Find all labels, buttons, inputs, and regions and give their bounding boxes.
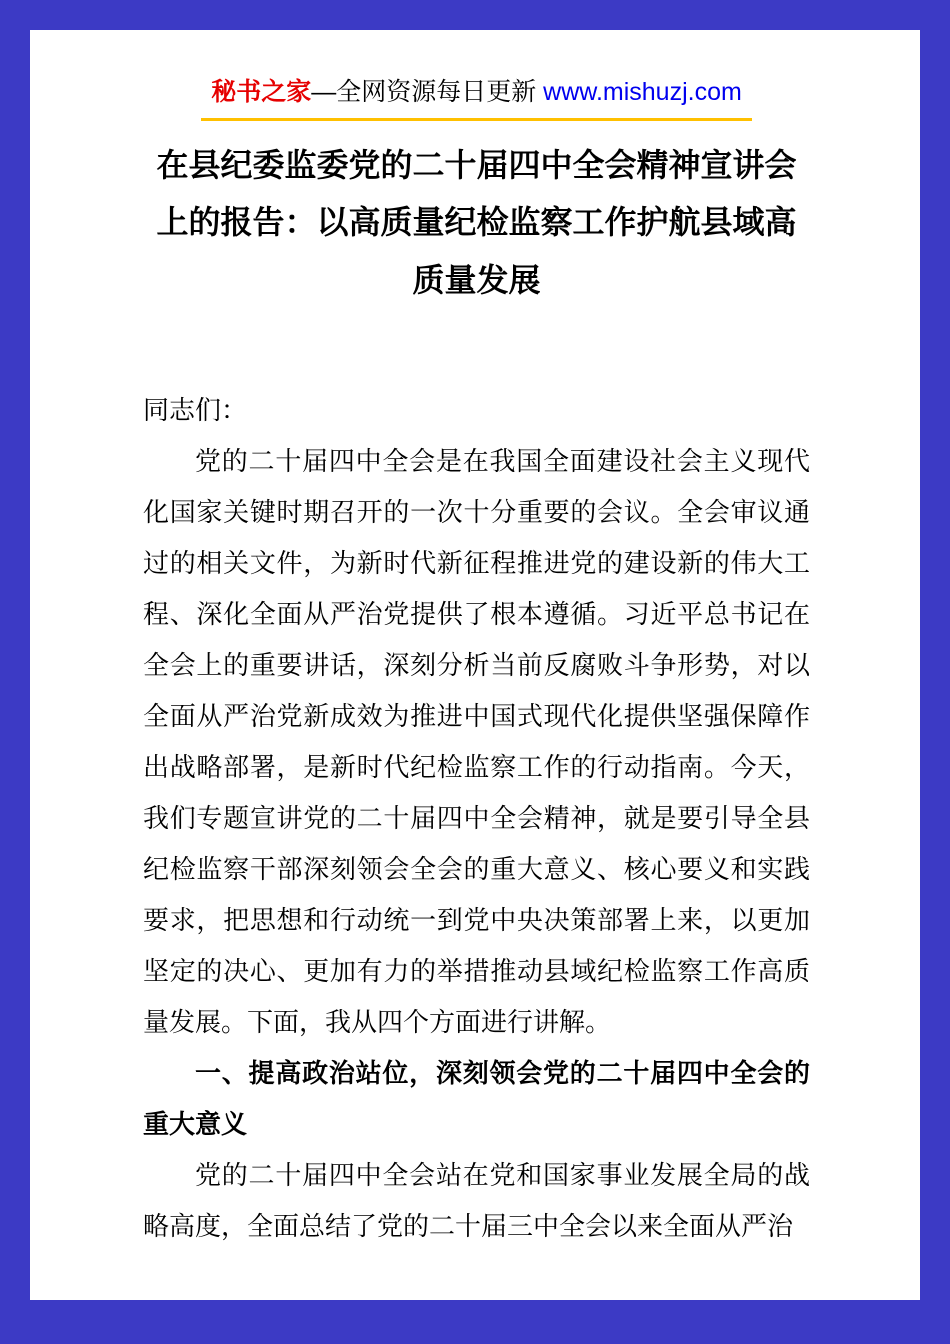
section-heading: 一、提高政治站位，深刻领会党的二十届四中全会的重大意义 [143,1058,810,1140]
salutation: 同志们： [143,395,248,426]
site-brand: 秘书之家 [211,79,312,106]
document-title: 在县纪委监委党的二十届四中全会精神宣讲会上的报告：以高质量纪检监察工作护航县域高质量发展 [156,146,797,298]
site-header-banner [201,76,752,121]
site-header [143,76,810,121]
site-tagline: —全网资源每日更新 [311,78,544,106]
site-url-link[interactable]: www.mishuzj.com [543,78,742,106]
document-body [143,385,810,1252]
document-page [30,30,920,1300]
paragraph: 党的二十届四中全会是在我国全面建设社会主义现代化国家关键时期召开的一次十分重要的会议。全会审议通过的相关文件，为新时代新征程推进党的建设新的伟大工程、深化全面从严治党提供了根本遵循。习近平总书记在全会上的重要讲话，深刻分析当前反腐败斗争形势，对以全面从严治党新成效为推进中国式现代化提供坚强保障作出战略部署，是新时代纪检监察工作的行动指南。今天，我们专题宣讲党的二十届四中全会精神，就是要引导全县纪检监察干部深刻领会全会的重大意义、核心要义和实践要求，把思想和行动统一到党中央决策部署上来，以更加坚定的决心、更加有力的举措推动县域纪检监察工作高质量发展。下面，我从四个方面进行讲解。 [143,446,810,1038]
paragraph: 党的二十届四中全会站在党和国家事业发展全局的战略高度，全面总结了党的二十届三中全会以来全面从严治 [143,1160,810,1242]
